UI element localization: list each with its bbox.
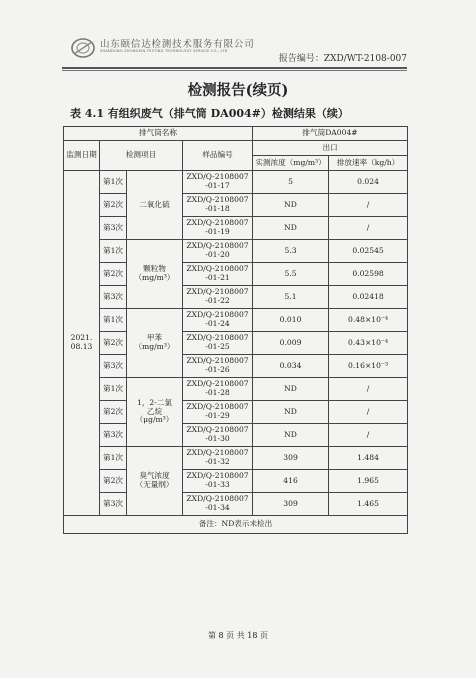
sample-id bbox=[183, 470, 253, 493]
date-header: 监测日期 bbox=[64, 141, 100, 171]
sample-id-line: ZXD/Q-2108007 bbox=[186, 241, 249, 251]
table-note: 备注：ND表示未检出 bbox=[64, 516, 408, 534]
date-line: 2021. bbox=[70, 333, 93, 343]
emission-rate-value: 0.43×10⁻⁴ bbox=[329, 332, 408, 355]
concentration-value: 309 bbox=[253, 493, 329, 516]
stack-name-value: 排气筒DA004# bbox=[253, 127, 408, 141]
table-row bbox=[64, 378, 408, 401]
run-number: 第3次 bbox=[100, 424, 127, 447]
emission-rate-value: 0.16×10⁻³ bbox=[329, 355, 408, 378]
test-item-line: 乙烷 bbox=[146, 406, 163, 416]
emission-rate-value: 1.484 bbox=[329, 447, 408, 470]
test-item-line: （μg/m³） bbox=[135, 415, 174, 425]
sample-id bbox=[183, 171, 253, 194]
concentration-value: 5.5 bbox=[253, 263, 329, 286]
page-title: 检测报告(续页) bbox=[187, 82, 289, 99]
run-number: 第3次 bbox=[100, 286, 127, 309]
sample-header: 样品编号 bbox=[183, 141, 253, 171]
emission-rate-value: 1.465 bbox=[329, 493, 408, 516]
sample-id bbox=[183, 332, 253, 355]
sample-id bbox=[183, 286, 253, 309]
table-row bbox=[64, 240, 408, 263]
sample-id bbox=[183, 240, 253, 263]
sample-id bbox=[183, 217, 253, 240]
sample-id bbox=[183, 194, 253, 217]
sample-id bbox=[183, 309, 253, 332]
test-item-line: 臭气浓度 bbox=[139, 471, 170, 481]
sample-id-line: -01-34 bbox=[205, 503, 230, 512]
test-item-line: 二氧化硫 bbox=[139, 199, 170, 209]
test-item bbox=[127, 171, 183, 240]
table-row bbox=[64, 217, 408, 240]
sample-id bbox=[183, 263, 253, 286]
sample-id-line: -01-22 bbox=[205, 296, 230, 305]
concentration-value: ND bbox=[253, 401, 329, 424]
sample-id bbox=[183, 447, 253, 470]
emission-rate-value: 0.48×10⁻⁴ bbox=[329, 309, 408, 332]
run-number: 第2次 bbox=[100, 401, 127, 424]
test-item bbox=[127, 240, 183, 309]
sample-id-line: -01-21 bbox=[205, 273, 230, 282]
sample-id bbox=[183, 378, 253, 401]
sample-id-line: -01-30 bbox=[205, 434, 230, 443]
sample-id-line: ZXD/Q-2108007 bbox=[186, 494, 249, 504]
outlet-header: 出口 bbox=[253, 141, 408, 156]
sample-id-line: ZXD/Q-2108007 bbox=[186, 287, 249, 297]
emission-rate-value: 0.02598 bbox=[329, 263, 408, 286]
sample-id bbox=[183, 355, 253, 378]
company-name-english: SHANDONG ZHONGXIN TESTING TECHNOLOGY SERVICE CO., LTD bbox=[100, 49, 228, 53]
company-logo-icon bbox=[70, 36, 96, 60]
concentration-value: 0.010 bbox=[253, 309, 329, 332]
run-number: 第2次 bbox=[100, 263, 127, 286]
emission-rate-value: / bbox=[329, 378, 408, 401]
test-item-line: （mg/m³） bbox=[134, 342, 175, 351]
item-header: 检测项目 bbox=[100, 141, 183, 171]
emission-rate-value: 0.02418 bbox=[329, 286, 408, 309]
run-number: 第1次 bbox=[100, 309, 127, 332]
sample-id-line: ZXD/Q-2108007 bbox=[186, 264, 249, 274]
sample-id-line: -01-26 bbox=[205, 365, 230, 374]
sample-id-line: -01-20 bbox=[205, 250, 230, 259]
emission-rate-value: / bbox=[329, 194, 408, 217]
header-rule bbox=[62, 67, 407, 69]
concentration-value: ND bbox=[253, 378, 329, 401]
concentration-value: ND bbox=[253, 424, 329, 447]
test-item-line: （无量纲） bbox=[135, 480, 174, 489]
note-row bbox=[64, 516, 408, 534]
concentration-value: 5.3 bbox=[253, 240, 329, 263]
sample-id-line: ZXD/Q-2108007 bbox=[186, 218, 249, 228]
sample-id-line: -01-19 bbox=[205, 227, 230, 236]
table-row bbox=[64, 194, 408, 217]
table-row bbox=[64, 424, 408, 447]
sample-id-line: ZXD/Q-2108007 bbox=[186, 425, 249, 435]
concentration-value: 416 bbox=[253, 470, 329, 493]
run-number: 第2次 bbox=[100, 470, 127, 493]
test-item-line: 1，2-二氯 bbox=[136, 397, 172, 407]
emission-rate-value: / bbox=[329, 217, 408, 240]
table-row bbox=[64, 171, 408, 194]
sample-id-line: -01-18 bbox=[205, 204, 230, 213]
concentration-value: ND bbox=[253, 217, 329, 240]
run-number: 第1次 bbox=[100, 171, 127, 194]
sample-id-line: -01-25 bbox=[205, 342, 230, 351]
run-number: 第1次 bbox=[100, 447, 127, 470]
test-item bbox=[127, 447, 183, 516]
monitoring-date bbox=[64, 171, 100, 516]
concentration-value: 5 bbox=[253, 171, 329, 194]
sample-id bbox=[183, 493, 253, 516]
table-row bbox=[64, 470, 408, 493]
sample-id-line: ZXD/Q-2108007 bbox=[186, 333, 249, 343]
test-item bbox=[127, 309, 183, 378]
run-number: 第2次 bbox=[100, 332, 127, 355]
sample-id-line: ZXD/Q-2108007 bbox=[186, 379, 249, 389]
table-row bbox=[64, 355, 408, 378]
sample-id bbox=[183, 401, 253, 424]
sample-id-line: -01-32 bbox=[205, 457, 230, 466]
sample-id-line: ZXD/Q-2108007 bbox=[186, 356, 249, 366]
report-number: 报告编号：ZXD/WT-2108-007 bbox=[278, 54, 407, 64]
concentration-value: 0.009 bbox=[253, 332, 329, 355]
date-line: 08.13 bbox=[70, 342, 93, 351]
table-row bbox=[64, 493, 408, 516]
sample-id-line: -01-28 bbox=[205, 388, 230, 397]
stack-name-header: 排气筒名称 bbox=[64, 127, 253, 141]
sample-id-line: -01-17 bbox=[205, 181, 230, 190]
test-item-line: 甲苯 bbox=[146, 333, 163, 343]
sample-id-line: ZXD/Q-2108007 bbox=[186, 471, 249, 481]
sample-id-line: -01-29 bbox=[205, 411, 230, 420]
test-item-line: （mg/m³） bbox=[134, 273, 175, 282]
sample-id-line: ZXD/Q-2108007 bbox=[186, 448, 249, 458]
company-name: 山东颐信达检测技术服务有限公司 bbox=[100, 39, 255, 50]
concentration-value: ND bbox=[253, 194, 329, 217]
emission-rate-value: 0.02545 bbox=[329, 240, 408, 263]
emission-rate-value: 1.965 bbox=[329, 470, 408, 493]
run-number: 第3次 bbox=[100, 217, 127, 240]
sample-id-line: -01-33 bbox=[205, 480, 230, 489]
concentration-value: 0.034 bbox=[253, 355, 329, 378]
sample-id-line: ZXD/Q-2108007 bbox=[186, 195, 249, 205]
emission-rate-value: / bbox=[329, 424, 408, 447]
sample-id bbox=[183, 424, 253, 447]
page-number: 第 8 页 共 18 页 bbox=[208, 631, 268, 640]
sample-id-line: ZXD/Q-2108007 bbox=[186, 402, 249, 412]
table-row bbox=[64, 401, 408, 424]
run-number: 第1次 bbox=[100, 378, 127, 401]
header-rule-thin bbox=[62, 70, 407, 71]
emission-rate-header: 排放速率（kg/h） bbox=[329, 156, 408, 171]
table-caption: 表 4.1 有组织废气（排气筒 DA004#）检测结果（续） bbox=[70, 107, 349, 120]
sample-id-line: ZXD/Q-2108007 bbox=[186, 172, 249, 182]
run-number: 第1次 bbox=[100, 240, 127, 263]
table-row bbox=[64, 447, 408, 470]
run-number: 第2次 bbox=[100, 194, 127, 217]
concentration-header: 实测浓度（mg/m³） bbox=[253, 156, 329, 171]
results-table bbox=[63, 126, 408, 534]
sample-id-line: -01-24 bbox=[205, 319, 230, 328]
table-row bbox=[64, 332, 408, 355]
concentration-value: 309 bbox=[253, 447, 329, 470]
letterhead bbox=[62, 26, 407, 66]
emission-rate-value: / bbox=[329, 401, 408, 424]
test-item bbox=[127, 378, 183, 447]
concentration-value: 5.1 bbox=[253, 286, 329, 309]
table-row bbox=[64, 309, 408, 332]
sample-id-line: ZXD/Q-2108007 bbox=[186, 310, 249, 320]
run-number: 第3次 bbox=[100, 355, 127, 378]
emission-rate-value: 0.024 bbox=[329, 171, 408, 194]
run-number: 第3次 bbox=[100, 493, 127, 516]
table-row bbox=[64, 263, 408, 286]
test-item-line: 颗粒物 bbox=[143, 264, 166, 274]
table-row bbox=[64, 286, 408, 309]
